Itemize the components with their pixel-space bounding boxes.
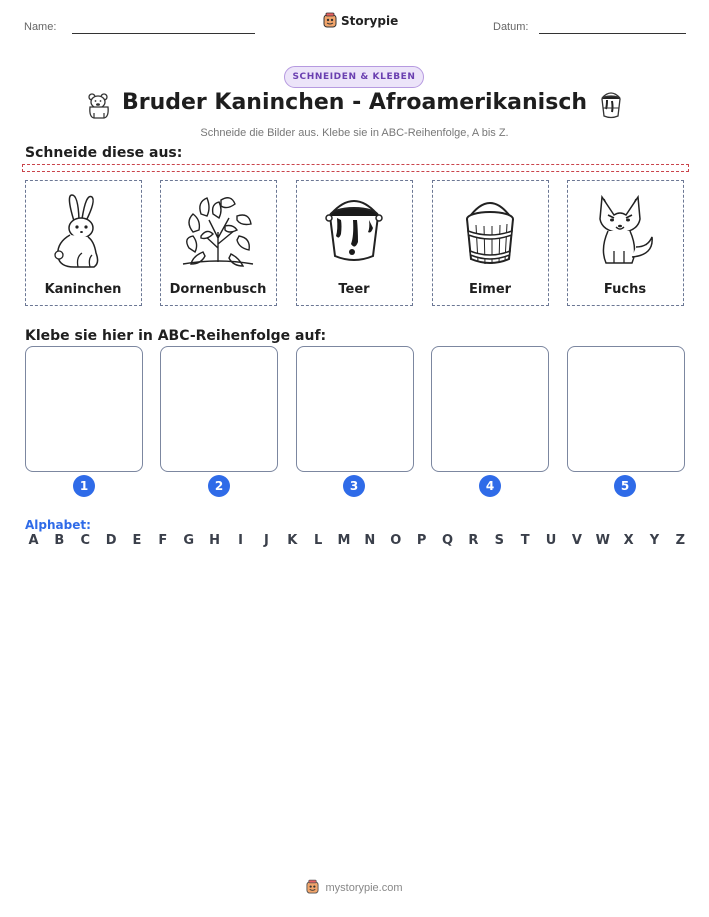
alphabet-letter: N — [364, 533, 376, 548]
date-label: Datum: — [493, 21, 529, 33]
thorn-bush-icon — [161, 189, 275, 273]
wooden-bucket-icon — [433, 189, 547, 273]
cut-card-fuchs[interactable] — [567, 180, 684, 306]
slot-number-4: 4 — [479, 475, 501, 497]
slot-number-1: 1 — [73, 475, 95, 497]
alphabet-letter: C — [80, 533, 91, 548]
alphabet-letter: U — [545, 533, 557, 548]
alphabet-letter: Y — [649, 533, 660, 548]
alphabet-letter: H — [209, 533, 221, 548]
date-line[interactable] — [539, 33, 686, 34]
brand-logo — [323, 13, 398, 29]
alphabet-letter: Q — [441, 533, 454, 548]
alphabet-letter: K — [287, 533, 298, 548]
fox-icon — [568, 189, 682, 273]
paste-slot-5[interactable] — [567, 346, 685, 472]
alphabet-letter: F — [158, 533, 168, 548]
alphabet-letter: A — [28, 533, 39, 548]
alphabet-letter: I — [238, 533, 243, 548]
cut-card-kaninchen[interactable] — [25, 180, 142, 306]
brand-name: Storypie — [341, 14, 399, 28]
footer-url[interactable]: mystorypie.com — [325, 881, 403, 894]
alphabet-letter: L — [313, 533, 323, 548]
cut-card-eimer[interactable] — [432, 180, 549, 306]
alphabet-letter: W — [595, 533, 610, 548]
slot-number-3: 3 — [343, 475, 365, 497]
card-label: Fuchs — [603, 282, 647, 297]
card-label: Kaninchen — [44, 282, 122, 297]
paste-slot-1[interactable] — [25, 346, 143, 472]
alphabet-letter: V — [571, 533, 582, 548]
alphabet-letter: B — [54, 533, 65, 548]
alphabet-letter: O — [390, 533, 402, 548]
alphabet-letter: Z — [675, 533, 686, 548]
tar-bucket-icon — [297, 189, 411, 273]
paste-slot-4[interactable] — [431, 346, 549, 472]
alphabet-letter: T — [520, 533, 530, 548]
alphabet-letter: S — [494, 533, 504, 548]
slot-number-2: 2 — [208, 475, 230, 497]
alphabet-letter: M — [337, 533, 351, 548]
instructions: Schneide die Bilder aus. Klebe sie in ABC-Reihenfolge, A bis Z. — [200, 127, 509, 139]
card-label: Eimer — [468, 282, 512, 297]
card-label: Teer — [338, 282, 370, 297]
name-line[interactable] — [72, 33, 255, 34]
paste-slot-3[interactable] — [296, 346, 414, 472]
alphabet-letter: R — [468, 533, 479, 548]
cut-card-teer[interactable] — [296, 180, 413, 306]
paste-section-heading: Klebe sie hier in ABC-Reihenfolge auf: — [25, 328, 327, 344]
name-label: Name: — [24, 21, 57, 33]
alphabet-letter: G — [183, 533, 195, 548]
slot-number-5: 5 — [614, 475, 636, 497]
alphabet-letter: D — [105, 533, 117, 548]
storypie-mascot-icon — [306, 880, 319, 895]
paste-slot-2[interactable] — [160, 346, 278, 472]
alphabet-letter: P — [416, 533, 427, 548]
alphabet-letter: J — [263, 533, 269, 548]
alphabet-heading: Alphabet: — [25, 518, 91, 532]
cut-section-heading: Schneide diese aus: — [25, 145, 183, 161]
rabbit-icon — [26, 189, 140, 273]
card-label: Dornenbusch — [169, 282, 267, 297]
footer — [0, 880, 709, 895]
alphabet-letter: X — [623, 533, 634, 548]
page-title: Bruder Kaninchen - Afroamerikanisch — [121, 90, 588, 115]
cut-card-dornenbusch[interactable] — [160, 180, 277, 306]
activity-badge: SCHNEIDEN & KLEBEN — [284, 66, 424, 88]
alphabet-row — [25, 533, 689, 548]
cut-line — [22, 164, 689, 172]
storypie-mascot-icon — [323, 13, 337, 29]
alphabet-letter: E — [132, 533, 142, 548]
bucket-title-icon — [598, 90, 624, 124]
